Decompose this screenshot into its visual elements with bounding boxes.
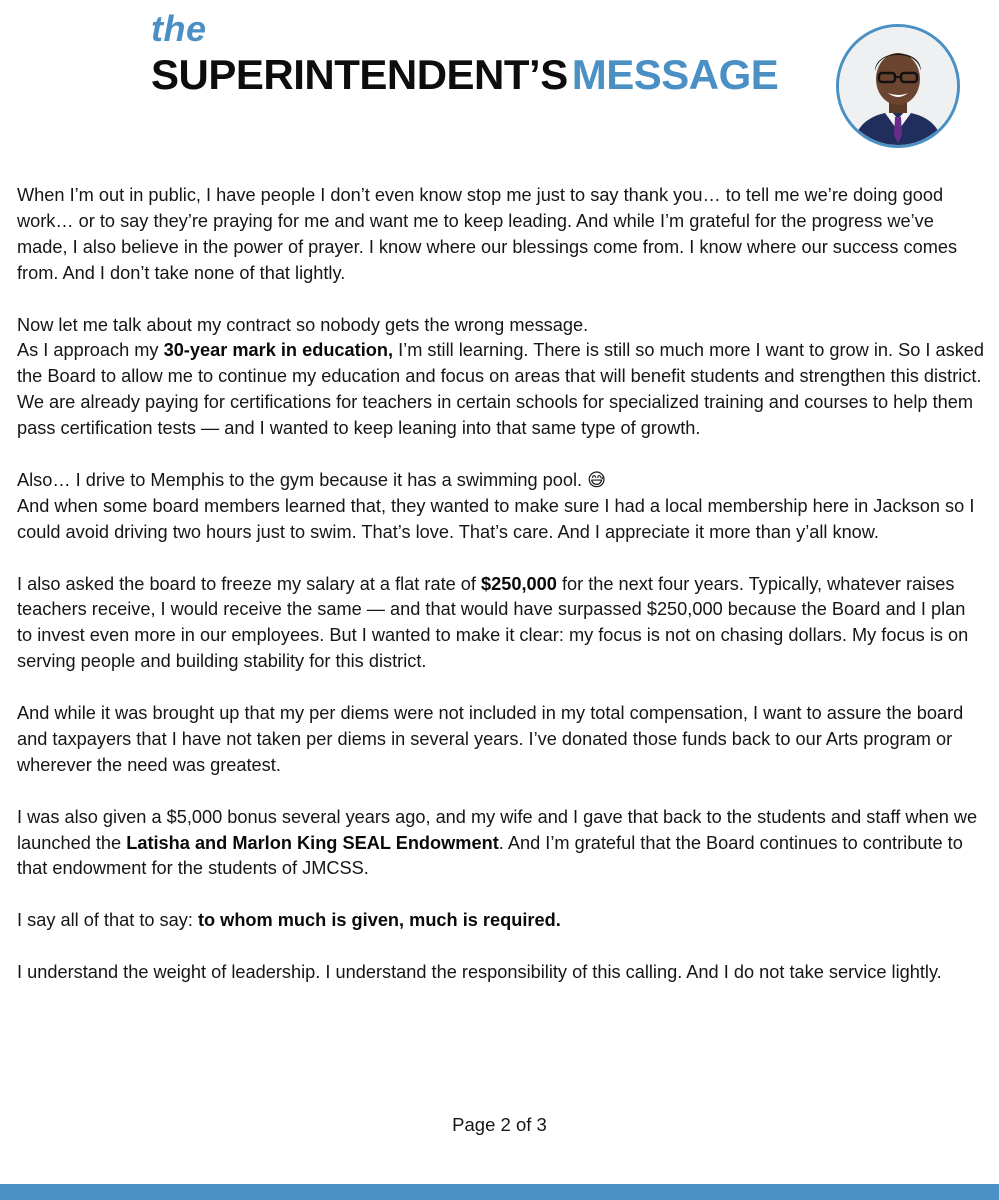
paragraph-per-diems: [17, 701, 985, 779]
paragraph-salary: [17, 572, 985, 676]
header-the: the: [151, 8, 207, 49]
title-accent: MESSAGE: [571, 51, 779, 98]
bonus-text-pre: I was also given a $5,000 bonus several years ago, and my wife and I gave that back to the students and staff when we launched the: [17, 806, 978, 853]
bonus-text-post: . And I’m grateful that the Board continues to contribute to that endowment for the students of JMCSS.: [17, 832, 963, 879]
bottom-accent-bar: [0, 1184, 999, 1200]
quote-lead: I say all of that to say:: [17, 910, 198, 931]
contract-highlight: 30-year mark in education,: [163, 340, 394, 361]
gym-intro: Also… I drive to Memphis to the gym because it has a swimming pool. 😅: [17, 469, 607, 490]
paragraph-bonus: [17, 805, 985, 883]
paragraph-gratitude: [17, 183, 985, 287]
page-number: Page 2 of 3: [452, 1114, 547, 1135]
paragraph-gratitude-text: When I’m out in public, I have people I don’t even know stop me just to say thank you… to tell me we’re doing good work… or to say they’re praying for me and want me to keep leading. And while I’m grateful for the progress we’ve made, I also believe in the power of prayer. I know where our blessings come from. I know where our success comes from. And I don’t take none of that lightly.: [17, 185, 958, 283]
page-header: [0, 0, 999, 160]
contract-intro: Now let me talk about my contract so nobody gets the wrong message.: [17, 314, 589, 335]
endowment-name: Latisha and Marlon King SEAL Endowment: [126, 832, 499, 853]
paragraph-closing: [17, 960, 985, 986]
salary-text-post: for the next four years. Typically, whatever raises teachers receive, I would receive the same — and that would have surpassed $250,000 because the Board and I plan to invest even more in our employees. But I wanted to make it clear: my focus is not on chasing dollars. My focus is on serving people and building stability for this district.: [17, 573, 969, 672]
quote-text: to whom much is given, much is required.: [197, 910, 561, 931]
salary-amount: $250,000: [481, 573, 557, 594]
closing-text: I understand the weight of leadership. I understand the responsibility of this calling. And I do not take service lightly.: [17, 962, 942, 983]
contract-text-post: I’m still learning. There is still so much more I want to grow in. So I asked the Board to allow me to continue my education and focus on areas that will benefit students and strengthen this district. We are already paying for certifications for teachers in certain schools for specialized training and courses to help them pass certification tests — and I wanted to keep leaning into that same type of growth.: [17, 340, 985, 439]
contract-text-pre: As I approach my: [17, 340, 164, 361]
page-title: [151, 50, 778, 100]
message-body: [17, 183, 985, 1012]
per-diems-text: And while it was brought up that my per diems were not included in my total compensation, I want to assure the board and taxpayers that I have not taken per diems in several years. I’ve donated those funds back to our Arts program or wherever the need was greatest.: [17, 703, 964, 775]
paragraph-contract: [17, 313, 985, 443]
paragraph-gym: [17, 468, 985, 546]
portrait-image: [839, 27, 957, 145]
superintendent-portrait: [836, 24, 960, 148]
gym-text: And when some board members learned that, they wanted to make sure I had a local membership here in Jackson so I could avoid driving two hours just to swim. That’s love. That’s care. And I appreciate it more than y’all know.: [17, 495, 975, 542]
title-main: SUPERINTENDENT’S: [151, 51, 568, 98]
paragraph-quote: [17, 908, 985, 934]
salary-text-pre: I also asked the board to freeze my salary at a flat rate of: [17, 573, 482, 594]
